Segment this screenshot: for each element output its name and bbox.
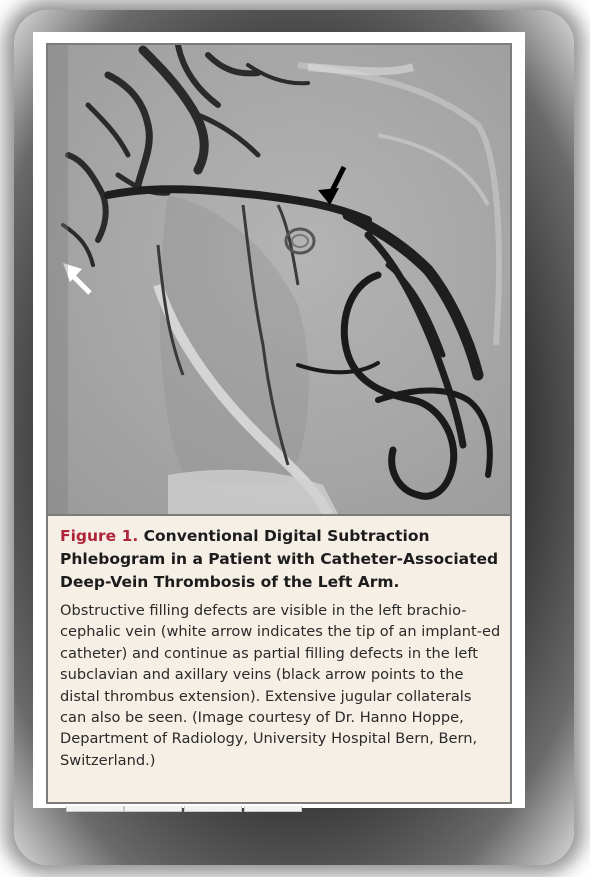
phlebogram-image xyxy=(48,45,510,516)
phlebogram-svg xyxy=(48,45,510,514)
caption-body: Obstructive filling defects are visible in the left brachio-cephalic vein (white arrow indicates the tip of an implant-ed catheter) and continue as partial filling defects in the left subclavian and axillary veins (black arrow points to the distal thrombus extension). Extensive jugular collaterals can also be seen. (Image courtesy of Dr. Hanno Hoppe, Department of Radiology, University Hospital Bern, Bern, Switzerland.) xyxy=(60,602,501,769)
figure-title: Conventional Digital Subtraction Phlebogram in a Patient with Catheter-Associated Deep-Vein Thrombosis of the Left Arm. xyxy=(60,527,499,591)
figure-label: Figure 1. xyxy=(60,527,139,545)
figure-box xyxy=(46,43,512,804)
bottom-tab-strip xyxy=(66,806,506,812)
caption-title xyxy=(60,525,502,594)
acromion-outline xyxy=(308,67,413,71)
figure-caption xyxy=(60,525,502,771)
